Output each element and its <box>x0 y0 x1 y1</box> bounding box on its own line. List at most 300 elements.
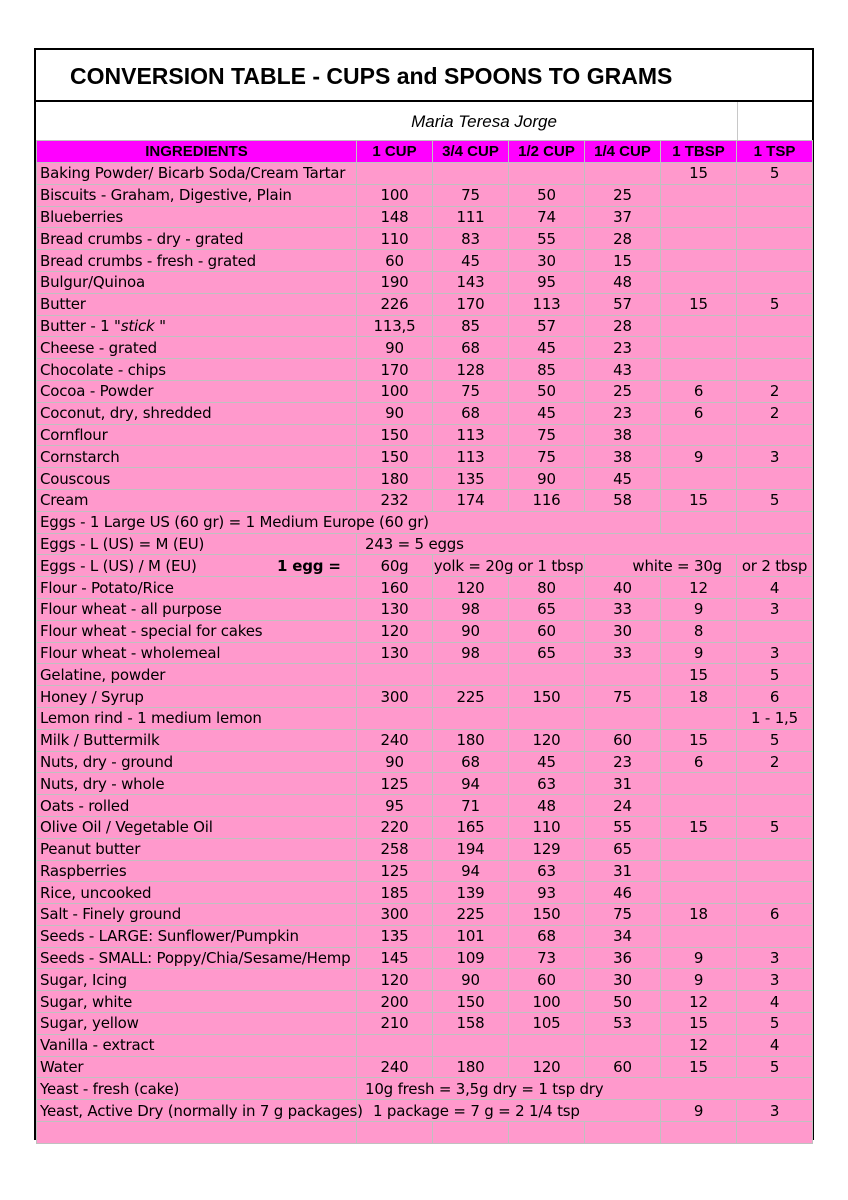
cell-1-cup: 150 <box>357 424 433 446</box>
cell-1-tbsp: 8 <box>661 620 737 642</box>
table-row <box>37 1013 813 1035</box>
cell-1-4-cup: 36 <box>585 947 661 969</box>
header-3-4-cup: 3/4 CUP <box>433 141 509 163</box>
table-row <box>37 1034 813 1056</box>
cell-1-tsp: 3 <box>737 1100 813 1122</box>
ingredient-name: Cream <box>37 489 357 511</box>
cell-1-cup <box>357 1122 433 1144</box>
cell-1-tsp <box>737 620 813 642</box>
cell-1-tsp <box>737 773 813 795</box>
cell-1-tsp: or 2 tbsp <box>737 555 813 577</box>
cell-1-tbsp <box>661 860 737 882</box>
cell-1-cup: 95 <box>357 795 433 817</box>
cell-1-cup: 90 <box>357 751 433 773</box>
cell-1-cup: 220 <box>357 816 433 838</box>
cell-1-tsp <box>737 337 813 359</box>
cell-1-tsp: 2 <box>737 751 813 773</box>
cell-empty <box>737 511 813 533</box>
cell-1-tsp <box>737 359 813 381</box>
cell-1-2-cup: 75 <box>509 424 585 446</box>
page-title: CONVERSION TABLE - CUPS and SPOONS TO GRAMS <box>36 50 812 102</box>
cell-1-cup: 200 <box>357 991 433 1013</box>
cell-1-cup: 113,5 <box>357 315 433 337</box>
cell-3-4-cup: 113 <box>433 424 509 446</box>
cell-1-tsp: 5 <box>737 1013 813 1035</box>
ingredient-name: Bread crumbs - fresh - grated <box>37 250 357 272</box>
table-row <box>37 598 813 620</box>
cell-1-tsp <box>737 271 813 293</box>
cell-1-tsp <box>737 1122 813 1144</box>
cell-1-cup: 135 <box>357 925 433 947</box>
cell-1-cup: 170 <box>357 359 433 381</box>
cell-1-cup: 180 <box>357 468 433 490</box>
ingredient-name: Bread crumbs - dry - grated <box>37 228 357 250</box>
cell-3-4-cup: 68 <box>433 337 509 359</box>
cell-1-2-cup: 120 <box>509 729 585 751</box>
table-row <box>37 533 813 555</box>
cell-1-tsp: 5 <box>737 1056 813 1078</box>
cell-1-tsp <box>737 315 813 337</box>
cell-1-tbsp: 9 <box>661 1100 737 1122</box>
header-ingredients: INGREDIENTS <box>37 141 357 163</box>
cell-empty <box>661 511 737 533</box>
cell-1-tbsp <box>661 315 737 337</box>
cell-3-4-cup: 120 <box>433 577 509 599</box>
ingredient-name: Blueberries <box>37 206 357 228</box>
ingredient-name: Eggs - 1 Large US (60 gr) = 1 Medium Europe (60 gr) <box>37 511 661 533</box>
cell-1-cup: 145 <box>357 947 433 969</box>
header-1-cup: 1 CUP <box>357 141 433 163</box>
cell-1-cup: 110 <box>357 228 433 250</box>
ingredient-name: Milk / Buttermilk <box>37 729 357 751</box>
ingredient-name: Oats - rolled <box>37 795 357 817</box>
cell-1-tsp: 2 <box>737 380 813 402</box>
cell-1-cup: 185 <box>357 882 433 904</box>
cell-1-tbsp: 12 <box>661 991 737 1013</box>
cell-1-tbsp: 15 <box>661 664 737 686</box>
cell-1-cup: 120 <box>357 969 433 991</box>
cell-3-4-cup <box>433 664 509 686</box>
cell-1-2-cup: 95 <box>509 271 585 293</box>
conversion-sheet <box>34 48 814 1140</box>
ingredient-name: Flour - Potato/Rice <box>37 577 357 599</box>
cell-1-tsp: 3 <box>737 947 813 969</box>
cell-1-cup: 125 <box>357 860 433 882</box>
ingredient-name <box>37 555 357 577</box>
cell-1-cup: 120 <box>357 620 433 642</box>
table-row <box>37 402 813 424</box>
cell-1-2-cup: 100 <box>509 991 585 1013</box>
cell-3-4-cup: 98 <box>433 642 509 664</box>
cell-1-4-cup: 24 <box>585 795 661 817</box>
ingredient-name: Yeast, Active Dry (normally in 7 g packages) <box>37 1100 357 1122</box>
table-header-row <box>37 141 813 163</box>
cell-1-4-cup: 40 <box>585 577 661 599</box>
cell-1-cup: 60g <box>357 555 433 577</box>
cell-1-4-cup: 65 <box>585 838 661 860</box>
cell-1-tsp <box>737 468 813 490</box>
table-row <box>37 707 813 729</box>
cell-3-4-cup <box>433 1122 509 1144</box>
cell-1-4-cup: 23 <box>585 402 661 424</box>
table-row <box>37 577 813 599</box>
cell-1-cup: 232 <box>357 489 433 511</box>
cell-1-cup: 300 <box>357 904 433 926</box>
ingredient-name: Sugar, yellow <box>37 1013 357 1035</box>
cell-1-2-cup: 60 <box>509 620 585 642</box>
header-1-tsp: 1 TSP <box>737 141 813 163</box>
cell-1-4-cup: 38 <box>585 424 661 446</box>
cell-1-tsp <box>737 424 813 446</box>
cell-1-4-cup: 37 <box>585 206 661 228</box>
cell-1-2-cup: 93 <box>509 882 585 904</box>
cell-1-4-cup: 75 <box>585 686 661 708</box>
cell-1-2-cup: 75 <box>509 446 585 468</box>
cell-1-2-cup <box>509 163 585 185</box>
ingredient-name: Bulgur/Quinoa <box>37 271 357 293</box>
cell-1-2-cup: 45 <box>509 402 585 424</box>
table-row <box>37 816 813 838</box>
ingredient-name: Nuts, dry - ground <box>37 751 357 773</box>
cell-1-tbsp: 9 <box>661 446 737 468</box>
cell-1-2-cup: 105 <box>509 1013 585 1035</box>
cell-1-4-cup <box>585 163 661 185</box>
cell-1-tsp: 5 <box>737 293 813 315</box>
cell-1-2-cup: 50 <box>509 184 585 206</box>
cell-1-tbsp: 18 <box>661 904 737 926</box>
cell-1-2-cup: 90 <box>509 468 585 490</box>
cell-1-tbsp <box>661 424 737 446</box>
cell-note: 243 = 5 eggs <box>357 533 813 555</box>
cell-3-4-cup: 150 <box>433 991 509 1013</box>
table-row <box>37 751 813 773</box>
ingredient-name: Cocoa - Powder <box>37 380 357 402</box>
cell-3-4-cup: 75 <box>433 184 509 206</box>
cell-1-cup: 90 <box>357 402 433 424</box>
cell-1-4-cup: 25 <box>585 380 661 402</box>
table-row <box>37 555 813 577</box>
ingredient-name: Coconut, dry, shredded <box>37 402 357 424</box>
cell-1-2-cup: 57 <box>509 315 585 337</box>
cell-3-4-cup: 68 <box>433 402 509 424</box>
cell-3-4-cup <box>433 1034 509 1056</box>
cell-1-2-cup: 113 <box>509 293 585 315</box>
cell-1-tbsp <box>661 1122 737 1144</box>
cell-1-tsp: 2 <box>737 402 813 424</box>
cell-3-4-cup: 139 <box>433 882 509 904</box>
cell-1-tsp: 4 <box>737 991 813 1013</box>
cell-3-4-cup: 111 <box>433 206 509 228</box>
cell-1-4-cup: 50 <box>585 991 661 1013</box>
ingredient-name: Flour wheat - special for cakes <box>37 620 357 642</box>
ingredient-name: Couscous <box>37 468 357 490</box>
cell-1-4-cup: 75 <box>585 904 661 926</box>
cell-note: 10g fresh = 3,5g dry = 1 tsp dry <box>357 1078 813 1100</box>
ingredient-name: Seeds - SMALL: Poppy/Chia/Sesame/Hemp <box>37 947 357 969</box>
ingredient-name: Nuts, dry - whole <box>37 773 357 795</box>
cell-1-tbsp: 15 <box>661 489 737 511</box>
cell-3-4-cup: 180 <box>433 1056 509 1078</box>
cell-3-4-cup: 135 <box>433 468 509 490</box>
cell-1-cup: 190 <box>357 271 433 293</box>
cell-1-2-cup <box>509 664 585 686</box>
table-row <box>37 860 813 882</box>
cell-1-tbsp: 12 <box>661 577 737 599</box>
cell-1-2-cup: 74 <box>509 206 585 228</box>
ingredient-name: Baking Powder/ Bicarb Soda/Cream Tartar <box>37 163 357 185</box>
cell-1-cup: 148 <box>357 206 433 228</box>
cell-3-4-cup: 68 <box>433 751 509 773</box>
table-row <box>37 642 813 664</box>
cell-1-cup <box>357 664 433 686</box>
cell-3-4-cup: 113 <box>433 446 509 468</box>
ingredient-name: Cheese - grated <box>37 337 357 359</box>
author-name: Maria Teresa Jorge <box>411 112 557 131</box>
cell-egg-yolk: yolk = 20g or 1 tbsp <box>433 556 584 575</box>
cell-1-tbsp <box>661 337 737 359</box>
cell-1-4-cup: 33 <box>585 642 661 664</box>
cell-1-4-cup: 34 <box>585 925 661 947</box>
cell-3-4-cup: 128 <box>433 359 509 381</box>
cell-1-2-cup: 30 <box>509 250 585 272</box>
table-row <box>37 925 813 947</box>
table-row <box>37 359 813 381</box>
cell-3-4-cup: 94 <box>433 773 509 795</box>
cell-3-4-cup <box>433 707 509 729</box>
cell-1-cup: 100 <box>357 380 433 402</box>
cell-1-tsp: 6 <box>737 904 813 926</box>
cell-1-tsp: 5 <box>737 664 813 686</box>
conversion-table <box>36 140 813 1144</box>
cell-3-4-cup: 165 <box>433 816 509 838</box>
cell-1-tsp <box>737 228 813 250</box>
cell-1-2-cup: 68 <box>509 925 585 947</box>
cell-1-tsp: 1 - 1,5 <box>737 707 813 729</box>
cell-1-tsp: 3 <box>737 642 813 664</box>
table-row <box>37 337 813 359</box>
cell-1-tbsp: 9 <box>661 947 737 969</box>
header-1-2-cup: 1/2 CUP <box>509 141 585 163</box>
header-1-tbsp: 1 TBSP <box>661 141 737 163</box>
cell-1-4-cup: 28 <box>585 228 661 250</box>
ingredient-name: Yeast - fresh (cake) <box>37 1078 357 1100</box>
ingredient-name: Cornstarch <box>37 446 357 468</box>
cell-1-tsp: 5 <box>737 489 813 511</box>
cell-3-4-cup: 75 <box>433 380 509 402</box>
cell-3-4-cup: 225 <box>433 904 509 926</box>
cell-1-4-cup <box>585 707 661 729</box>
cell-1-tbsp <box>661 882 737 904</box>
cell-3-4-cup: 98 <box>433 598 509 620</box>
cell-1-tsp: 5 <box>737 163 813 185</box>
ingredient-name: Chocolate - chips <box>37 359 357 381</box>
cell-1-2-cup: 150 <box>509 904 585 926</box>
cell-3-4-cup: 90 <box>433 620 509 642</box>
cell-1-4-cup: 23 <box>585 751 661 773</box>
cell-1-tsp <box>737 206 813 228</box>
cell-1-cup: 100 <box>357 184 433 206</box>
cell-1-tbsp <box>661 359 737 381</box>
cell-1-tsp <box>737 838 813 860</box>
table-row <box>37 184 813 206</box>
cell-1-tsp: 5 <box>737 729 813 751</box>
cell-1-tsp: 3 <box>737 598 813 620</box>
cell-1-4-cup: 28 <box>585 315 661 337</box>
ingredient-name <box>37 1122 357 1144</box>
cell-1-4-cup: 46 <box>585 882 661 904</box>
cell-1-cup: 210 <box>357 1013 433 1035</box>
table-row <box>37 228 813 250</box>
table-row <box>37 293 813 315</box>
cell-1-4-cup: 23 <box>585 337 661 359</box>
ingredient-name-text: Eggs - L (US) / M (EU) <box>40 556 197 575</box>
cell-1-tbsp <box>661 468 737 490</box>
table-row <box>37 969 813 991</box>
table-row <box>37 1056 813 1078</box>
cell-1-tbsp: 15 <box>661 1056 737 1078</box>
cell-3-4-cup: 83 <box>433 228 509 250</box>
table-row <box>37 163 813 185</box>
cell-1-2-cup: 45 <box>509 751 585 773</box>
cell-3-4-cup: 180 <box>433 729 509 751</box>
cell-1-tbsp: 15 <box>661 729 737 751</box>
cell-1-tbsp <box>661 184 737 206</box>
cell-1-tsp: 3 <box>737 969 813 991</box>
cell-1-2-cup: 120 <box>509 1056 585 1078</box>
cell-1-tbsp <box>661 250 737 272</box>
cell-1-2-cup <box>509 1034 585 1056</box>
table-row <box>37 620 813 642</box>
ingredient-name: Olive Oil / Vegetable Oil <box>37 816 357 838</box>
cell-1-2-cup: 63 <box>509 860 585 882</box>
ingredient-name: Vanilla - extract <box>37 1034 357 1056</box>
author-row <box>36 102 812 140</box>
cell-1-tsp: 6 <box>737 686 813 708</box>
cell-1-tbsp: 9 <box>661 969 737 991</box>
table-row <box>37 446 813 468</box>
header-1-4-cup: 1/4 CUP <box>585 141 661 163</box>
ingredient-name: Water <box>37 1056 357 1078</box>
cell-1-tbsp: 15 <box>661 163 737 185</box>
cell-1-4-cup <box>585 1034 661 1056</box>
cell-1-tsp <box>737 860 813 882</box>
cell-egg-white: white = 30g <box>585 555 737 577</box>
table-row <box>37 468 813 490</box>
table-row <box>37 838 813 860</box>
ingredient-name: Honey / Syrup <box>37 686 357 708</box>
table-row <box>37 380 813 402</box>
ingredient-name: Sugar, white <box>37 991 357 1013</box>
ingredient-name: Seeds - LARGE: Sunflower/Pumpkin <box>37 925 357 947</box>
table-row <box>37 511 813 533</box>
cell-1-2-cup: 65 <box>509 642 585 664</box>
cell-1-2-cup: 65 <box>509 598 585 620</box>
cell-1-tsp <box>737 882 813 904</box>
author-divider <box>737 102 738 140</box>
cell-3-4-cup: 94 <box>433 860 509 882</box>
cell-1-4-cup: 53 <box>585 1013 661 1035</box>
cell-1-tbsp: 18 <box>661 686 737 708</box>
cell-1-4-cup: 30 <box>585 620 661 642</box>
cell-1-cup <box>357 707 433 729</box>
ingredient-name: Salt - Finely ground <box>37 904 357 926</box>
ingredient-name: Butter - 1 "stick " <box>37 315 357 337</box>
cell-1-tsp: 5 <box>737 816 813 838</box>
table-row <box>37 315 813 337</box>
cell-1-tbsp: 6 <box>661 402 737 424</box>
ingredient-name: Peanut butter <box>37 838 357 860</box>
table-row <box>37 489 813 511</box>
cell-1-4-cup: 45 <box>585 468 661 490</box>
cell-1-4-cup: 33 <box>585 598 661 620</box>
table-row <box>37 1078 813 1100</box>
ingredient-name: Butter <box>37 293 357 315</box>
cell-note: 1 package = 7 g = 2 1/4 tsp <box>357 1100 661 1122</box>
table-row <box>37 206 813 228</box>
cell-1-4-cup: 58 <box>585 489 661 511</box>
ingredient-name: Gelatine, powder <box>37 664 357 686</box>
cell-3-4-cup: 90 <box>433 969 509 991</box>
cell-1-tbsp <box>661 271 737 293</box>
cell-1-tbsp <box>661 838 737 860</box>
cell-1-2-cup: 48 <box>509 795 585 817</box>
cell-1-2-cup <box>509 707 585 729</box>
cell-1-tbsp <box>661 925 737 947</box>
cell-3-4-cup: 101 <box>433 925 509 947</box>
cell-1-tbsp: 15 <box>661 293 737 315</box>
cell-1-4-cup: 60 <box>585 729 661 751</box>
table-row <box>37 250 813 272</box>
cell-3-4-cup: 109 <box>433 947 509 969</box>
ingredient-name: Flour wheat - wholemeal <box>37 642 357 664</box>
cell-1-cup: 160 <box>357 577 433 599</box>
cell-1-4-cup: 15 <box>585 250 661 272</box>
cell-1-tbsp: 12 <box>661 1034 737 1056</box>
cell-1-tsp: 4 <box>737 1034 813 1056</box>
cell-1-tsp <box>737 250 813 272</box>
cell-1-tbsp <box>661 707 737 729</box>
cell-3-4-cup: 158 <box>433 1013 509 1035</box>
cell-1-tbsp: 6 <box>661 380 737 402</box>
cell-1-4-cup: 57 <box>585 293 661 315</box>
ingredient-name: Sugar, Icing <box>37 969 357 991</box>
cell-1-tsp <box>737 795 813 817</box>
cell-3-4-cup: 143 <box>433 271 509 293</box>
cell-1-cup: 150 <box>357 446 433 468</box>
cell-1-2-cup: 116 <box>509 489 585 511</box>
cell-1-cup: 60 <box>357 250 433 272</box>
cell-1-4-cup: 25 <box>585 184 661 206</box>
cell-1-2-cup: 63 <box>509 773 585 795</box>
cell-1-2-cup: 110 <box>509 816 585 838</box>
cell-1-4-cup: 30 <box>585 969 661 991</box>
cell-1-4-cup: 31 <box>585 773 661 795</box>
cell-3-4-cup: 170 <box>433 293 509 315</box>
cell-3-4-cup: 71 <box>433 795 509 817</box>
table-row <box>37 664 813 686</box>
cell-3-4-cup: 45 <box>433 250 509 272</box>
table-row <box>37 1122 813 1144</box>
cell-1-cup: 240 <box>357 729 433 751</box>
egg-label: 1 egg = <box>277 556 341 575</box>
table-body <box>37 163 813 1144</box>
cell-1-2-cup: 129 <box>509 838 585 860</box>
cell-1-tsp: 3 <box>737 446 813 468</box>
cell-1-cup: 300 <box>357 686 433 708</box>
cell-1-cup: 226 <box>357 293 433 315</box>
table-row <box>37 795 813 817</box>
ingredient-name: Cornflour <box>37 424 357 446</box>
